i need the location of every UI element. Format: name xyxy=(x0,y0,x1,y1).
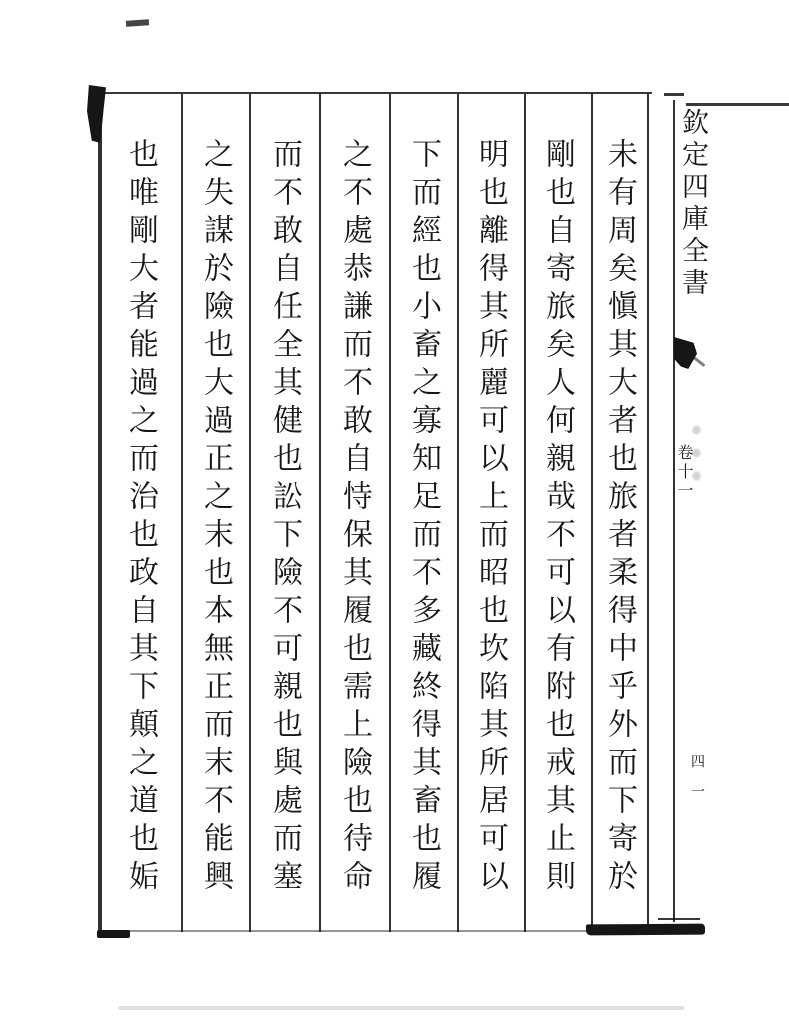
text-column-3: 明也離得其所麗可以上而昭也坎陷其所居可以 xyxy=(473,138,508,898)
frame-top-dash xyxy=(664,93,684,96)
ink-blob-top-left xyxy=(87,85,106,143)
text-column-4: 下而經也小畜之寡知足而不多藏終得其畜也履 xyxy=(406,138,441,898)
fishtail-tail-stroke xyxy=(693,356,706,367)
column-separator xyxy=(591,94,593,932)
text-column-7: 之失謀於險也大過正之末也本無正而末不能興 xyxy=(198,138,233,898)
scan-mark-top xyxy=(126,19,149,27)
text-column-8: 也唯剛大者能過之而治也政自其下顛之道也姤 xyxy=(123,138,158,898)
column-separator xyxy=(249,94,251,932)
frame-left-border xyxy=(98,94,102,932)
column-separator xyxy=(389,94,391,932)
text-column-1: 未有周矣愼其大者也旅者柔得中乎外而下寄於 xyxy=(602,138,637,898)
fishtail-marker-icon xyxy=(674,337,697,369)
volume-label: 卷十一 xyxy=(675,444,694,501)
frame-bottom-border-right-segment xyxy=(658,918,700,920)
frame-top-border-right-segment xyxy=(686,103,789,106)
ink-dash-bottom-left xyxy=(97,930,130,938)
text-column-5: 之不處恭謙而不敢自恃保其履也需上險也待命 xyxy=(337,138,372,898)
column-separator xyxy=(647,94,649,932)
column-separator xyxy=(319,94,321,932)
ink-bar-bottom-right xyxy=(586,924,705,936)
text-column-2: 剛也自寄旅矣人何親哉不可以有附也戒其止則 xyxy=(540,138,575,898)
column-separator xyxy=(181,94,183,932)
text-column-6: 而不敢自任全其健也訟下險不可親也與處而塞 xyxy=(267,138,302,898)
column-separator xyxy=(457,94,459,932)
frame-bottom-border xyxy=(100,930,648,932)
scan-streak-bottom xyxy=(118,1006,684,1010)
page-number: 四一 xyxy=(689,754,705,814)
collection-title: 欽定四庫全書 xyxy=(677,108,708,300)
column-separator xyxy=(524,94,526,932)
